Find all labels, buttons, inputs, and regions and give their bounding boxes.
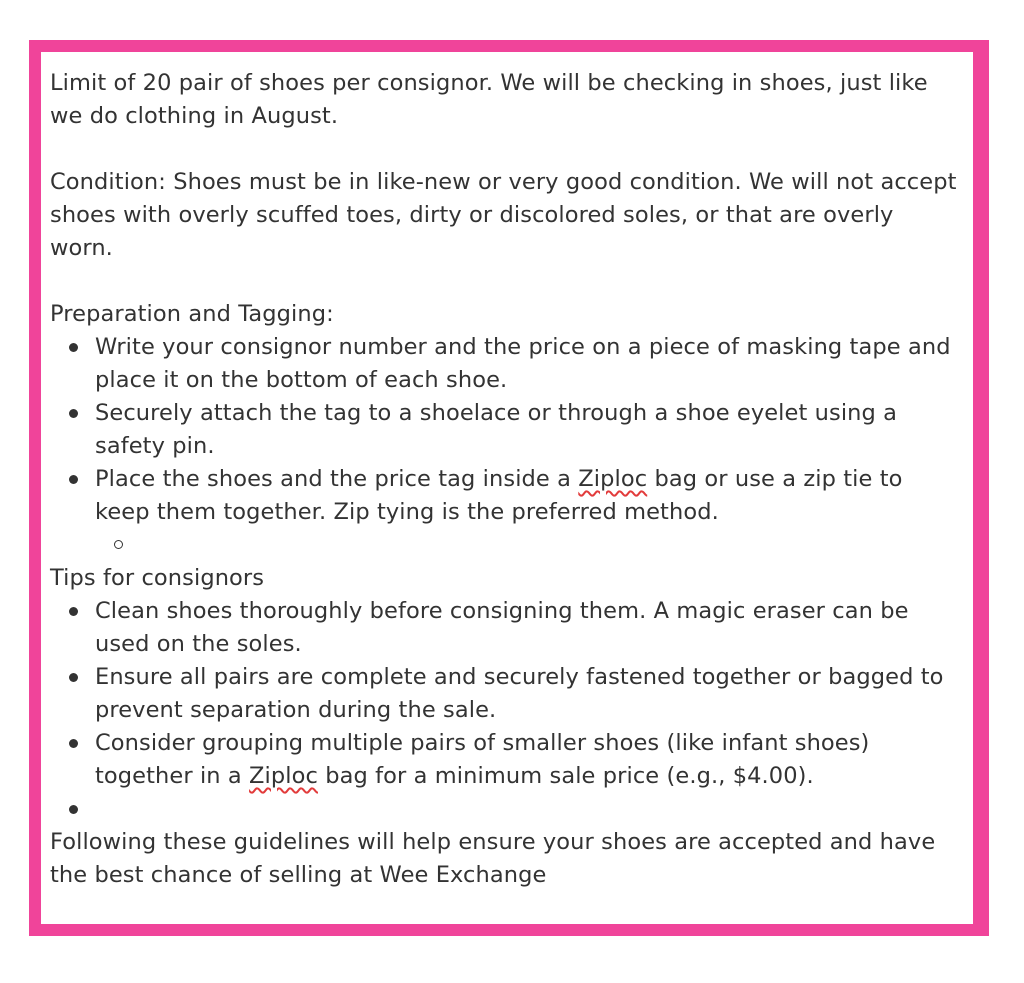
list-item-text — [95, 466, 903, 525]
text-segment: Place the shoes and the price tag inside a — [95, 466, 579, 492]
list-item — [50, 661, 960, 727]
misspelled-word[interactable]: Ziploc — [249, 763, 318, 789]
list-item — [50, 595, 960, 661]
tips-heading: Tips for consignors — [50, 565, 265, 591]
bullet-icon — [69, 805, 78, 814]
list-item-text: Clean shoes thoroughly before consigning them. A magic eraser can be used on the soles. — [95, 598, 909, 657]
bullet-icon — [69, 409, 78, 418]
misspelled-word[interactable]: Ziploc — [578, 466, 648, 492]
list-item — [50, 331, 960, 397]
list-item — [50, 397, 960, 463]
text-segment: Consider grouping multiple pairs of smaller shoes (like infant shoes) together in a — [95, 730, 870, 789]
intro-paragraph: Limit of 20 pair of shoes per consignor. We will be checking in shoes, just like we do clothing in August. — [50, 70, 928, 129]
list-item — [50, 727, 960, 793]
text-segment: bag for a minimum sale price (e.g., $4.00). — [317, 763, 814, 789]
bullet-icon — [69, 607, 78, 616]
document-body — [50, 67, 960, 892]
bullet-icon — [69, 739, 78, 748]
bullet-icon — [69, 343, 78, 352]
list-item-text: Ensure all pairs are complete and securely fastened together or bagged to prevent separation during the sale. — [95, 664, 944, 723]
text-segment: bag or use a zip tie to keep them together. Zip tying is the preferred method. — [95, 466, 903, 525]
list-item-text — [95, 730, 869, 789]
closing-paragraph: Following these guidelines will help ensure your shoes are accepted and have the best chance of selling at Wee Exchange — [50, 829, 936, 888]
list-item — [50, 463, 960, 529]
condition-paragraph: Condition: Shoes must be in like-new or very good condition. We will not accept shoes with overly scuffed toes, dirty or discolored soles, or that are overly worn. — [50, 169, 957, 261]
list-item-text: Write your consignor number and the price on a piece of masking tape and place it on the bottom of each shoe. — [95, 334, 951, 393]
empty-sub-list-item — [50, 529, 960, 562]
prep-heading: Preparation and Tagging: — [50, 301, 334, 327]
paragraph-gap — [50, 133, 960, 166]
empty-list-item — [50, 793, 960, 826]
prep-list — [50, 331, 960, 529]
paragraph-gap — [50, 265, 960, 298]
bullet-icon — [69, 673, 78, 682]
bullet-icon — [69, 475, 78, 484]
list-item-text: Securely attach the tag to a shoelace or through a shoe eyelet using a safety pin. — [95, 400, 898, 459]
hollow-bullet-icon — [114, 540, 123, 549]
tips-list — [50, 595, 960, 826]
